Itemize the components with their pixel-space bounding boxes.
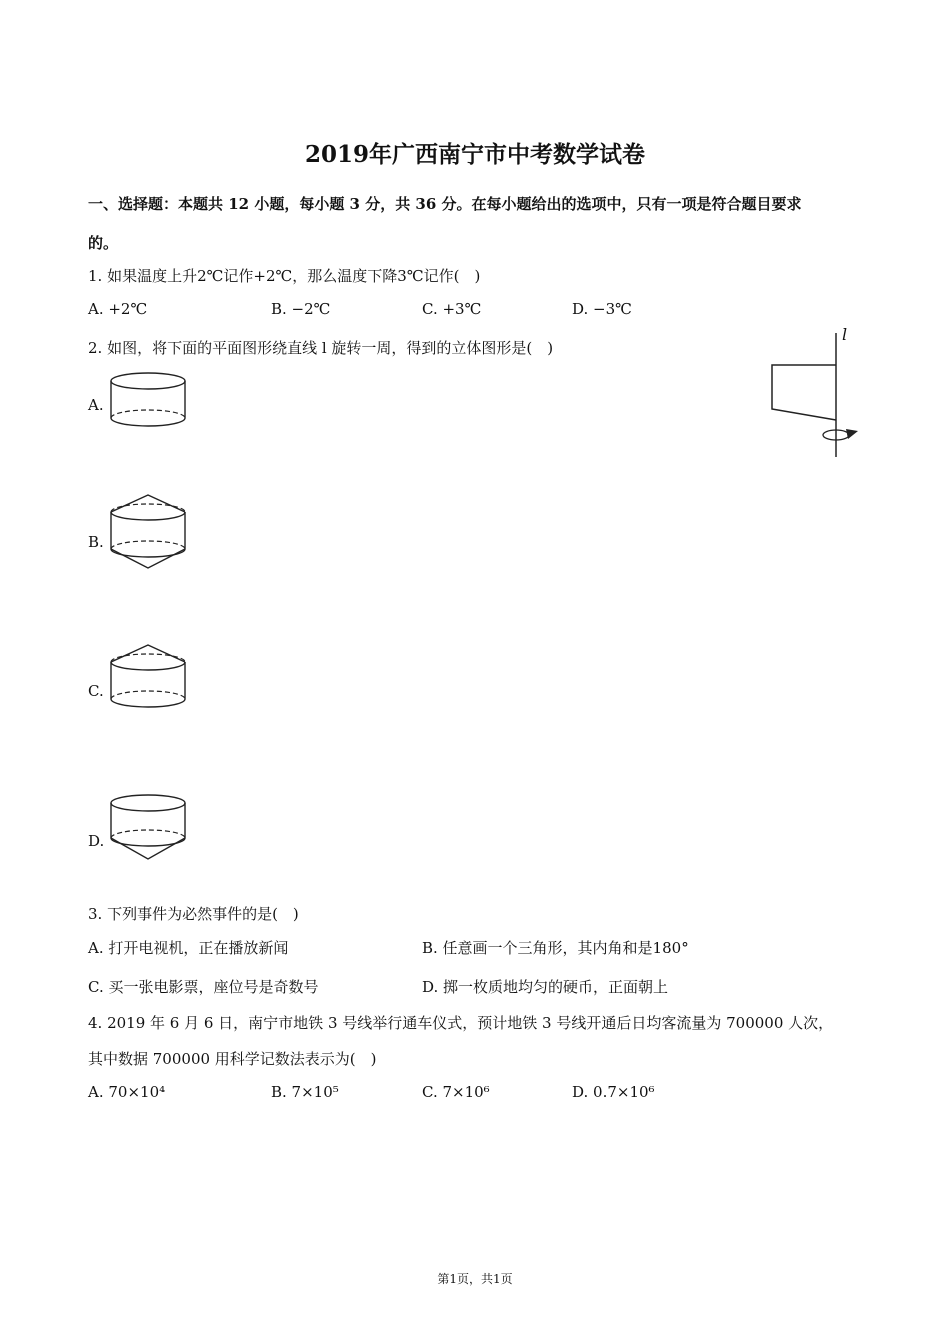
- cylinder-cone-bottom-shape: [108, 792, 188, 864]
- double-cone-cylinder-shape: [108, 492, 188, 572]
- cylinder-shape: [108, 370, 188, 430]
- q3-option-a: A. 打开电视机，正在播放新闻: [88, 939, 289, 957]
- cone-top-cylinder-shape: [108, 642, 188, 712]
- q4-option-d: D. 0.7×10⁶: [572, 1083, 655, 1101]
- q4-option-a: A. 70×10⁴: [88, 1083, 166, 1101]
- q2-stem: 2. 如图，将下面的平面图形绕直线 l 旋转一周，得到的立体图形是( ): [88, 339, 554, 357]
- q2-option-c-label: C.: [88, 682, 104, 700]
- q3-option-d: D. 掷一枚质地均匀的硬币，正面朝上: [422, 978, 669, 996]
- page-title: 2019年广西南宁市中考数学试卷: [304, 141, 645, 168]
- q4-option-b: B. 7×10⁵: [271, 1083, 339, 1101]
- q3-option-c: C. 买一张电影票，座位号是奇数号: [88, 978, 319, 996]
- section-heading-line1: 一、选择题：本题共 12 小题，每小题 3 分，共 36 分。在每小题给出的选项中，只有一项是符合题目要求: [88, 195, 802, 213]
- page-footer: 第1页，共1页: [437, 1272, 513, 1286]
- axis-label-l: l: [842, 325, 848, 344]
- q4-option-c: C. 7×10⁶: [422, 1083, 490, 1101]
- q1-option-a: A. +2℃: [88, 300, 148, 318]
- q2-option-b-label: B.: [88, 533, 104, 551]
- section-heading-line2: 的。: [88, 234, 119, 252]
- q1-stem: 1. 如果温度上升2℃记作+2℃，那么温度下降3℃记作( ): [88, 267, 481, 285]
- q4-stem-line1: 4. 2019 年 6 月 6 日，南宁市地铁 3 号线举行通车仪式，预计地铁 3 号线开通后日均客流量为 700000 人次，: [88, 1014, 834, 1032]
- q2-option-a-label: A.: [88, 396, 104, 414]
- q1-option-d: D. −3℃: [572, 300, 632, 318]
- q3-stem: 3. 下列事件为必然事件的是( ): [88, 905, 299, 923]
- q2-rotation-figure: [760, 325, 870, 465]
- q1-option-b: B. −2℃: [271, 300, 331, 318]
- q4-stem-line2: 其中数据 700000 用科学记数法表示为( ): [88, 1050, 377, 1068]
- q1-option-c: C. +3℃: [422, 300, 482, 318]
- q2-option-d-label: D.: [88, 832, 105, 850]
- q3-option-b: B. 任意画一个三角形，其内角和是180°: [422, 939, 689, 957]
